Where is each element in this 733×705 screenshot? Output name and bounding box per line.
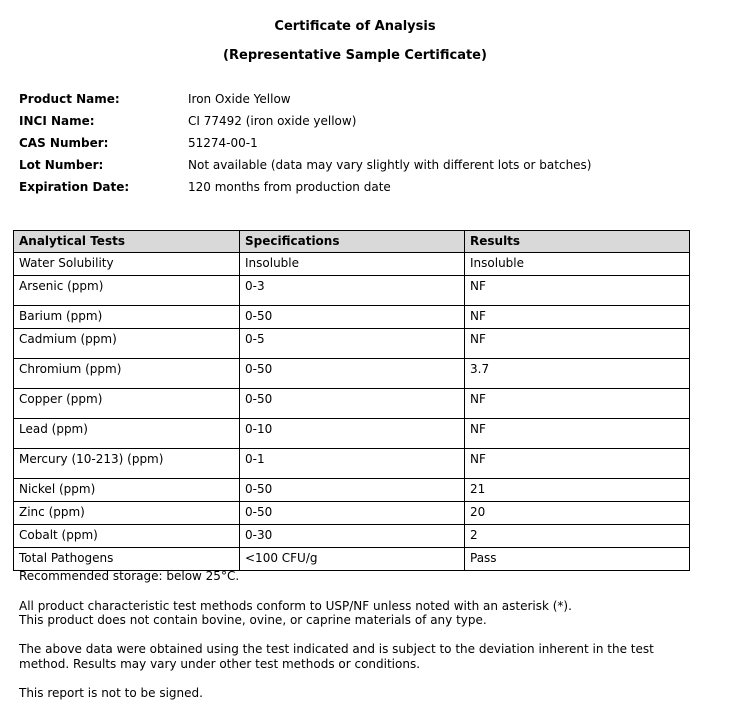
- table-header-row: [14, 231, 690, 253]
- table-row: [14, 479, 690, 502]
- table-row: [14, 329, 690, 359]
- result: NF: [465, 389, 690, 419]
- result: 21: [465, 479, 690, 502]
- methods-note-line1: All product characteristic test methods conform to USP/NF unless noted with an asterisk (*).: [19, 599, 572, 613]
- result: Insoluble: [465, 253, 690, 276]
- specification: 0-50: [240, 389, 465, 419]
- table-row: [14, 502, 690, 525]
- specification: 0-50: [240, 479, 465, 502]
- info-label: Expiration Date:: [19, 180, 130, 194]
- specification: Insoluble: [240, 253, 465, 276]
- test-name: Total Pathogens: [14, 548, 240, 571]
- result: NF: [465, 306, 690, 329]
- specification: 0-30: [240, 525, 465, 548]
- methods-note-line2: This product does not contain bovine, ovine, or caprine materials of any type.: [19, 613, 487, 627]
- table-row: [14, 525, 690, 548]
- test-name: Water Solubility: [14, 253, 240, 276]
- column-header-results: Results: [465, 231, 690, 253]
- disclaimer-line1: The above data were obtained using the test indicated and is subject to the deviation inherent in the test: [19, 642, 654, 656]
- specification: <100 CFU/g: [240, 548, 465, 571]
- info-value: 51274-00-1: [188, 136, 258, 150]
- result: 3.7: [465, 359, 690, 389]
- column-header-specifications: Specifications: [240, 231, 465, 253]
- table-row: [14, 419, 690, 449]
- product-info: [19, 92, 719, 202]
- specification: 0-50: [240, 306, 465, 329]
- result: Pass: [465, 548, 690, 571]
- test-name: Arsenic (ppm): [14, 276, 240, 306]
- analysis-table: [13, 230, 690, 571]
- info-row-cas-number: [19, 136, 719, 158]
- info-row-product-name: [19, 92, 719, 114]
- test-name: Mercury (10-213) (ppm): [14, 449, 240, 479]
- specification: 0-1: [240, 449, 465, 479]
- info-label: Lot Number:: [19, 158, 104, 172]
- test-name: Barium (ppm): [14, 306, 240, 329]
- document-title: Certificate of Analysis: [274, 19, 436, 34]
- storage-note: Recommended storage: below 25°C.: [19, 569, 240, 583]
- specification: 0-50: [240, 359, 465, 389]
- result: NF: [465, 449, 690, 479]
- info-label: CAS Number:: [19, 136, 109, 150]
- info-label: Product Name:: [19, 92, 120, 106]
- test-name: Chromium (ppm): [14, 359, 240, 389]
- document-subtitle: (Representative Sample Certificate): [223, 48, 487, 63]
- specification: 0-50: [240, 502, 465, 525]
- info-value: 120 months from production date: [188, 180, 391, 194]
- info-row-lot-number: [19, 158, 719, 180]
- specification: 0-5: [240, 329, 465, 359]
- table-row: [14, 389, 690, 419]
- result: NF: [465, 329, 690, 359]
- column-header-tests: Analytical Tests: [14, 231, 240, 253]
- test-name: Cobalt (ppm): [14, 525, 240, 548]
- result: 2: [465, 525, 690, 548]
- table-row: [14, 306, 690, 329]
- specification: 0-10: [240, 419, 465, 449]
- info-value: CI 77492 (iron oxide yellow): [188, 114, 357, 128]
- signature-note: This report is not to be signed.: [19, 686, 203, 700]
- result: 20: [465, 502, 690, 525]
- test-name: Lead (ppm): [14, 419, 240, 449]
- result: NF: [465, 419, 690, 449]
- test-name: Nickel (ppm): [14, 479, 240, 502]
- info-value: Iron Oxide Yellow: [188, 92, 291, 106]
- test-name: Zinc (ppm): [14, 502, 240, 525]
- info-row-inci-name: [19, 114, 719, 136]
- disclaimer-line2: method. Results may vary under other test methods or conditions.: [19, 657, 421, 671]
- test-name: Cadmium (ppm): [14, 329, 240, 359]
- info-label: INCI Name:: [19, 114, 95, 128]
- table-row: [14, 359, 690, 389]
- test-name: Copper (ppm): [14, 389, 240, 419]
- table-row: [14, 449, 690, 479]
- info-row-expiration-date: [19, 180, 719, 202]
- table-row: [14, 253, 690, 276]
- info-value: Not available (data may vary slightly with different lots or batches): [188, 158, 592, 172]
- specification: 0-3: [240, 276, 465, 306]
- result: NF: [465, 276, 690, 306]
- table-row: [14, 276, 690, 306]
